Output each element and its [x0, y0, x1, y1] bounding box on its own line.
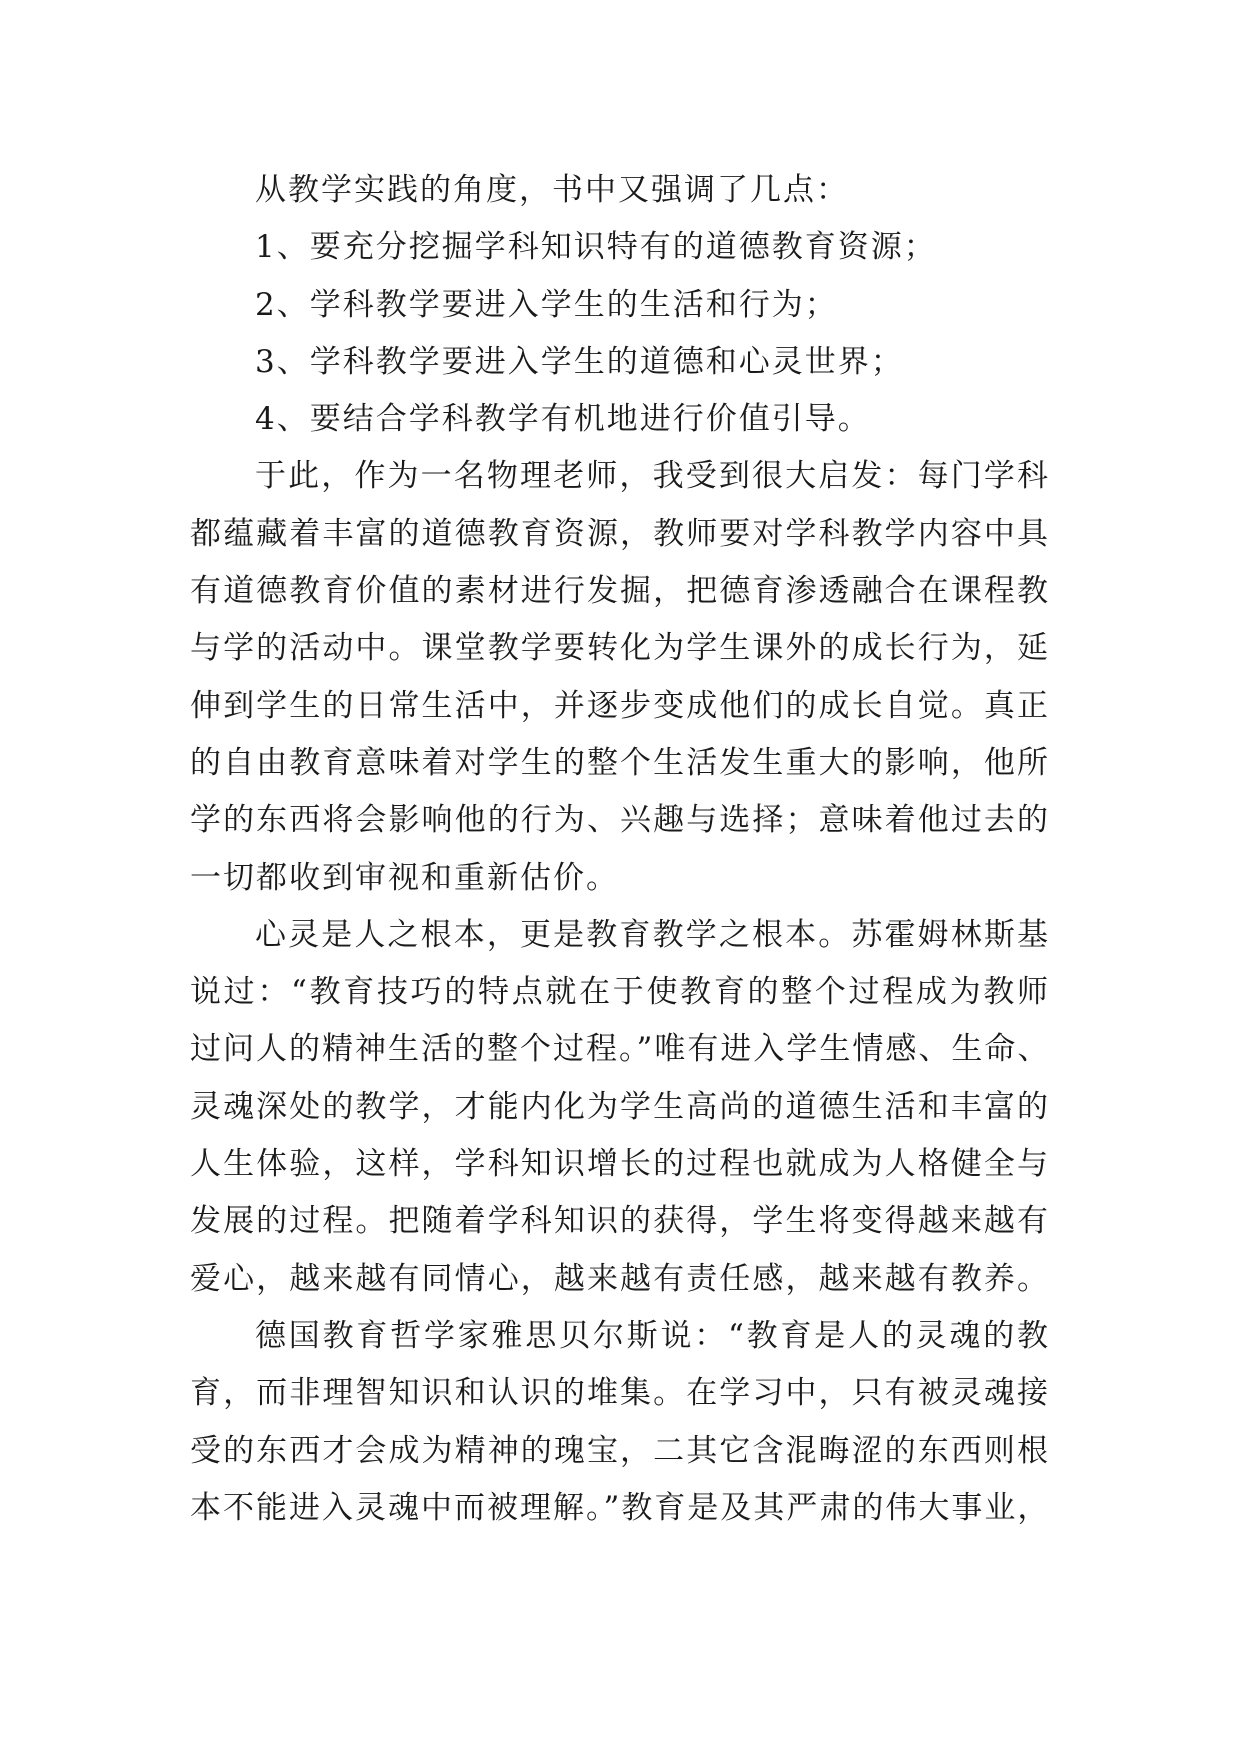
text-line: 过问人的精神生活的整个过程。”唯有进入学生情感、生命、	[190, 1031, 1051, 1068]
list-item-3	[190, 334, 1050, 391]
text-line: 育，而非理智知识和认识的堆集。在学习中，只有被灵魂接	[190, 1375, 1050, 1412]
text-line: 说过：“教育技巧的特点就在于使教育的整个过程成为教师	[190, 974, 1050, 1011]
text-line: 从教学实践的角度，书中又强调了几点：	[255, 172, 849, 208]
document-body	[190, 162, 1050, 1537]
list-item-1	[190, 219, 1050, 276]
text-line: 都蕴藏着丰富的道德教育资源，教师要对学科教学内容中具	[190, 515, 1050, 552]
text-line: 学的东西将会影响他的行为、兴趣与选择；意味着他过去的	[190, 802, 1050, 839]
list-item-2	[190, 277, 1050, 334]
list-item-4	[190, 391, 1050, 448]
text-line: 伸到学生的日常生活中，并逐步变成他们的成长自觉。真正	[190, 687, 1050, 724]
text-line: 本不能进入灵魂中而被理解。”教育是及其严肃的伟大事业，	[190, 1489, 1051, 1526]
text-line: 灵魂深处的教学，才能内化为学生高尚的道德生活和丰富的	[190, 1088, 1050, 1125]
text-line: 于此，作为一名物理老师，我受到很大启发：每门学科	[255, 458, 1050, 495]
text-line: 受的东西才会成为精神的瑰宝，二其它含混晦涩的东西则根	[190, 1432, 1050, 1469]
text-line: 4、要结合学科教学有机地进行价值引导。	[255, 401, 871, 438]
text-line: 有道德教育价值的素材进行发掘，把德育渗透融合在课程教	[190, 573, 1050, 610]
text-line: 的自由教育意味着对学生的整个生活发生重大的影响，他所	[190, 744, 1050, 781]
text-line: 心灵是人之根本，更是教育教学之根本。苏霍姆林斯基	[255, 916, 1050, 953]
text-line: 与学的活动中。课堂教学要转化为学生课外的成长行为，延	[190, 630, 1050, 667]
paragraph-reflection	[190, 448, 1050, 906]
paragraph-intro	[190, 162, 1050, 219]
text-line: 1、要充分挖掘学科知识特有的道德教育资源；	[255, 229, 937, 266]
text-line: 德国教育哲学家雅思贝尔斯说：“教育是人的灵魂的教	[255, 1317, 1050, 1354]
text-line: 2、学科教学要进入学生的生活和行为；	[255, 286, 838, 323]
text-line: 发展的过程。把随着学科知识的获得，学生将变得越来越有	[190, 1203, 1050, 1240]
paragraph-jaspers	[190, 1308, 1050, 1537]
text-line: 爱心，越来越有同情心，越来越有责任感，越来越有教养。	[190, 1260, 1050, 1297]
text-line: 人生体验，这样，学科知识增长的过程也就成为人格健全与	[190, 1146, 1050, 1183]
text-line: 3、学科教学要进入学生的道德和心灵世界；	[255, 343, 904, 380]
paragraph-soul	[190, 907, 1050, 1308]
text-line: 一切都收到审视和重新估价。	[190, 859, 619, 896]
